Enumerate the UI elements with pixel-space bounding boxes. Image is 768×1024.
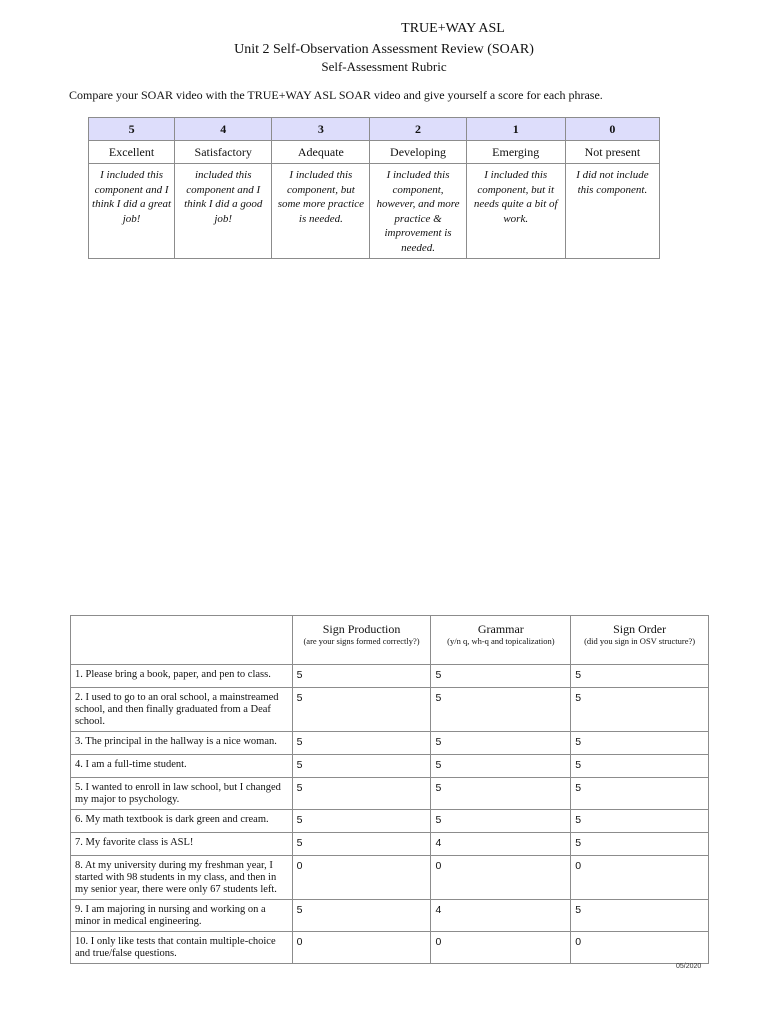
- document-title: TRUE+WAY ASL: [401, 21, 505, 36]
- column-header-sign-production: [292, 616, 431, 665]
- table-row: [71, 932, 709, 964]
- column-header-sign-order: [571, 616, 709, 665]
- sign-order-score[interactable]: 0: [571, 856, 709, 900]
- rubric-description-cell: I included this component, however, and more practice & improvement is needed.: [370, 164, 466, 259]
- column-header-grammar: [431, 616, 571, 665]
- grammar-score[interactable]: 4: [431, 900, 571, 932]
- table-row: [71, 755, 709, 778]
- rubric-level-cell: Not present: [565, 141, 659, 164]
- sign-order-score[interactable]: 5: [571, 778, 709, 810]
- sign-production-score[interactable]: 5: [292, 665, 431, 688]
- phrase-cell: 8. At my university during my freshman year, I started with 98 students in my class, and then in my senior year, there were only 67 students left.: [71, 856, 293, 900]
- rubric-score-cell: 4: [175, 118, 272, 141]
- phrase-cell: 3. The principal in the hallway is a nice woman.: [71, 732, 293, 755]
- rubric-description-cell: I included this component and I think I did a great job!: [89, 164, 175, 259]
- sign-order-score[interactable]: 5: [571, 688, 709, 732]
- document-subtitle: Unit 2 Self-Observation Assessment Review (SOAR): [234, 42, 534, 57]
- column-title: Grammar: [477, 622, 524, 636]
- rubric-score-row: [89, 118, 660, 141]
- score-table: [70, 615, 709, 964]
- phrase-cell: 5. I wanted to enroll in law school, but I changed my major to psychology.: [71, 778, 293, 810]
- table-row: [71, 665, 709, 688]
- phrase-cell: 1. Please bring a book, paper, and pen to class.: [71, 665, 293, 688]
- column-title: Sign Order: [613, 622, 667, 636]
- rubric-table: [88, 117, 660, 259]
- phrase-cell: 6. My math textbook is dark green and cream.: [71, 810, 293, 833]
- phrase-cell: 10. I only like tests that contain multiple-choice and true/false questions.: [71, 932, 293, 964]
- phrase-column-header: [71, 616, 293, 665]
- grammar-score[interactable]: 5: [431, 755, 571, 778]
- grammar-score[interactable]: 5: [431, 688, 571, 732]
- rubric-description-cell: I did not include this component.: [565, 164, 659, 259]
- grammar-score[interactable]: 5: [431, 810, 571, 833]
- table-row: [71, 688, 709, 732]
- grammar-score[interactable]: 0: [431, 932, 571, 964]
- instructions-text: Compare your SOAR video with the TRUE+WAY ASL SOAR video and give yourself a score for each phrase.: [69, 88, 603, 102]
- rubric-description-cell: I included this component, but some more practice is needed.: [272, 164, 370, 259]
- table-row: [71, 856, 709, 900]
- table-row: [71, 778, 709, 810]
- sign-order-score[interactable]: 5: [571, 833, 709, 856]
- phrase-cell: 2. I used to go to an oral school, a mainstreamed school, and then finally graduated from a Deaf school.: [71, 688, 293, 732]
- column-subtitle: (y/n q, wh-q and topicalization): [447, 636, 555, 646]
- table-row: [71, 900, 709, 932]
- sign-production-score[interactable]: 5: [292, 778, 431, 810]
- revision-date: 05/2020: [676, 963, 702, 970]
- rubric-score-cell: 3: [272, 118, 370, 141]
- sign-production-score[interactable]: 5: [292, 810, 431, 833]
- phrase-cell: 7. My favorite class is ASL!: [71, 833, 293, 856]
- rubric-title: Self-Assessment Rubric: [321, 59, 447, 74]
- rubric-score-cell: 0: [565, 118, 659, 141]
- sign-production-score[interactable]: 5: [292, 688, 431, 732]
- sign-order-score[interactable]: 5: [571, 732, 709, 755]
- rubric-score-cell: 2: [370, 118, 466, 141]
- sign-production-score[interactable]: 0: [292, 856, 431, 900]
- sign-production-score[interactable]: 5: [292, 732, 431, 755]
- sign-order-score[interactable]: 0: [571, 932, 709, 964]
- rubric-level-cell: Excellent: [89, 141, 175, 164]
- column-title: Sign Production: [322, 622, 401, 636]
- rubric-level-cell: Adequate: [272, 141, 370, 164]
- table-row: [71, 810, 709, 833]
- rubric-level-cell: Emerging: [466, 141, 565, 164]
- rubric-level-cell: Satisfactory: [175, 141, 272, 164]
- sign-order-score[interactable]: 5: [571, 755, 709, 778]
- sign-order-score[interactable]: 5: [571, 900, 709, 932]
- column-subtitle: (did you sign in OSV structure?): [584, 636, 696, 646]
- column-subtitle: (are your signs formed correctly?): [303, 636, 420, 646]
- rubric-level-row: [89, 141, 660, 164]
- grammar-score[interactable]: 4: [431, 833, 571, 856]
- phrase-cell: 9. I am majoring in nursing and working on a minor in medical engineering.: [71, 900, 293, 932]
- rubric-description-row: [89, 164, 660, 259]
- rubric-level-cell: Developing: [370, 141, 466, 164]
- grammar-score[interactable]: 5: [431, 665, 571, 688]
- score-table-header-row: [71, 616, 709, 665]
- phrase-cell: 4. I am a full-time student.: [71, 755, 293, 778]
- sign-production-score[interactable]: 5: [292, 755, 431, 778]
- rubric-description-cell: included this component and I think I did a good job!: [175, 164, 272, 259]
- table-row: [71, 833, 709, 856]
- sign-production-score[interactable]: 5: [292, 900, 431, 932]
- table-row: [71, 732, 709, 755]
- sign-order-score[interactable]: 5: [571, 665, 709, 688]
- grammar-score[interactable]: 5: [431, 778, 571, 810]
- grammar-score[interactable]: 0: [431, 856, 571, 900]
- sign-production-score[interactable]: 5: [292, 833, 431, 856]
- rubric-score-cell: 5: [89, 118, 175, 141]
- rubric-description-cell: I included this component, but it needs quite a bit of work.: [466, 164, 565, 259]
- grammar-score[interactable]: 5: [431, 732, 571, 755]
- sign-order-score[interactable]: 5: [571, 810, 709, 833]
- rubric-score-cell: 1: [466, 118, 565, 141]
- sign-production-score[interactable]: 0: [292, 932, 431, 964]
